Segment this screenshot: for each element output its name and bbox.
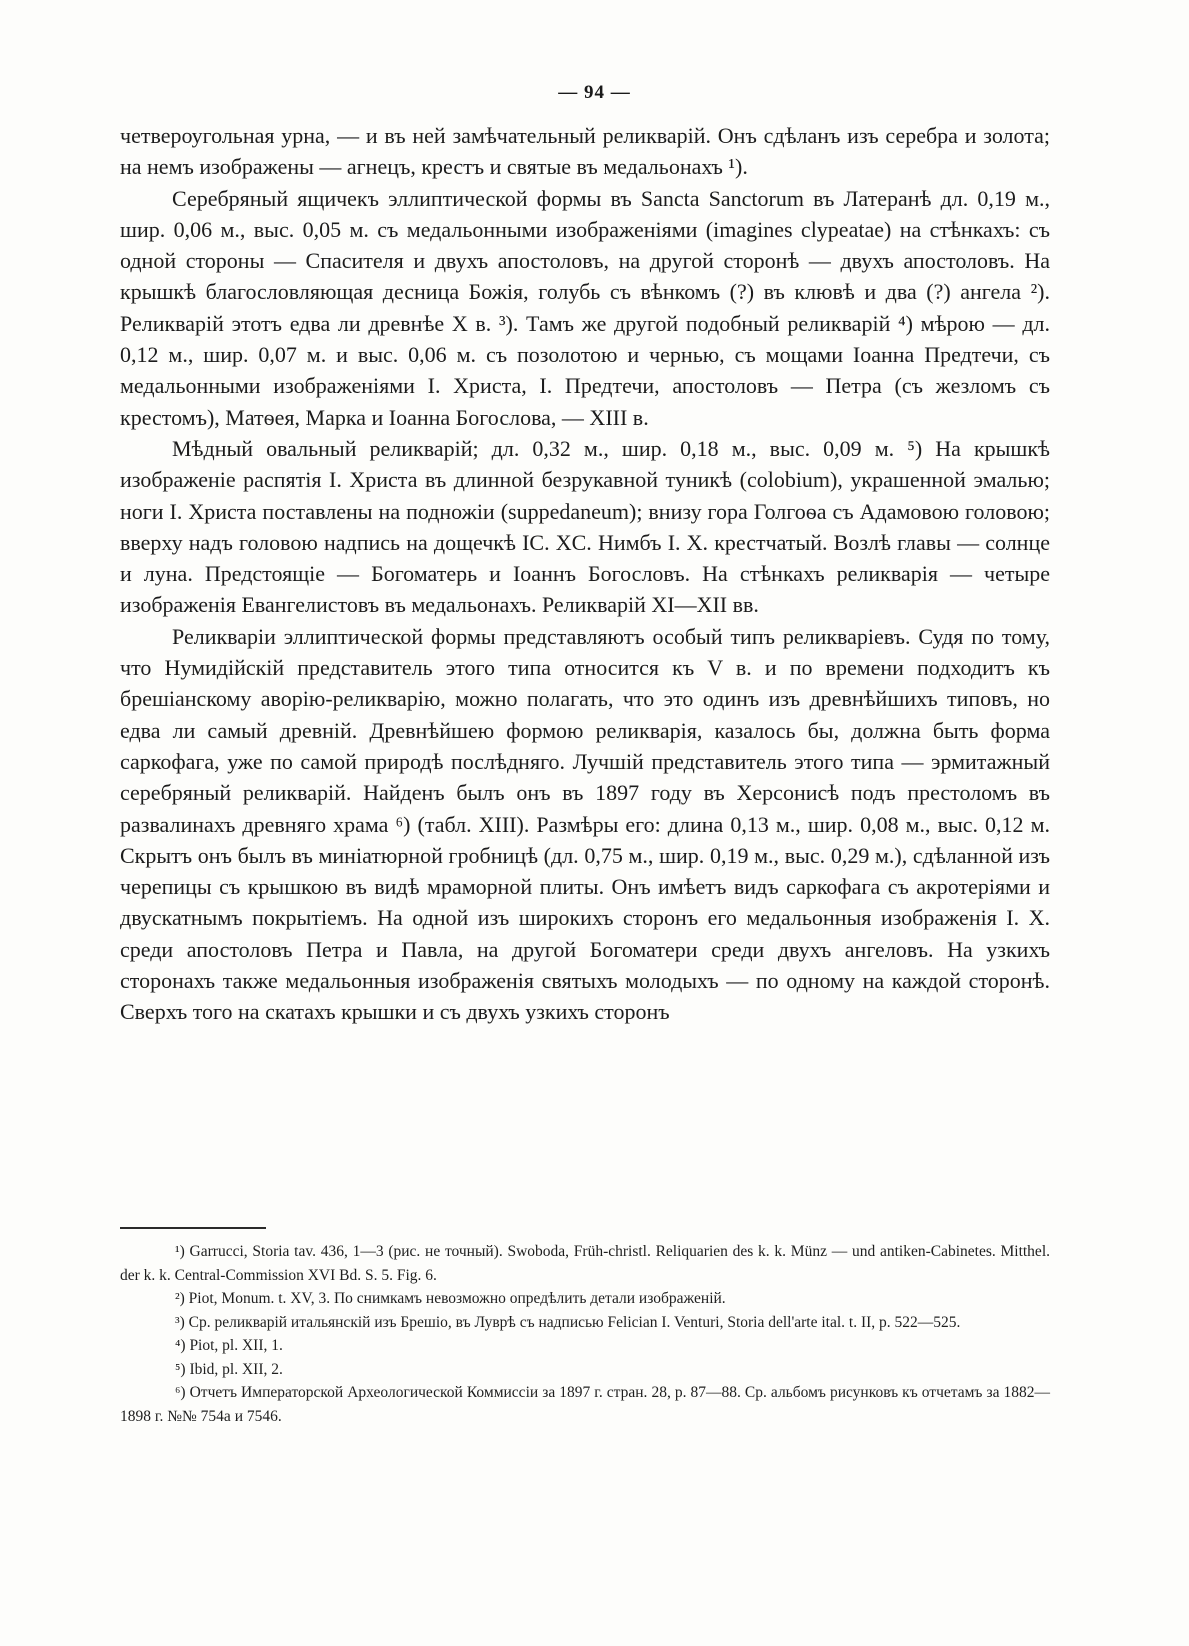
paragraph: Мѣдный овальный реликварій; дл. 0,32 м., шир. 0,18 м., выс. 0,09 м. ⁵) На крышкѣ изображеніе распятія І. Христа въ длинной безрукавной туникѣ (colobium), украшенной эмалью; ноги І. Христа поставлены на подножіи (suppedaneum); внизу гора Голгоѳа съ Адамовою головою; вверху надъ головою надпись на дощечкѣ IC. XC. Нимбъ І. Х. крестчатый. Возлѣ главы — солнце и луна. Предстоящіе — Богоматерь и Іоаннъ Богословъ. На стѣнкахъ реликварія — четыре изображенія Евангелистовъ въ медальонахъ. Реликварій XI—XII вв. [120, 435, 1050, 618]
footnote-divider [120, 1227, 266, 1229]
footnote: ⁴) Piot, pl. XII, 1. [175, 1337, 283, 1354]
main-text [120, 120, 1050, 1028]
footnote: ¹) Garrucci, Storia tav. 436, 1—3 (рис. не точный). Swoboda, Früh-christl. Reliquarien des k. k. Münz — und antiken-Cabinetes. Mitthel. der k. k. Central-Commission XVI Bd. S. 5. Fig. 6. [120, 1243, 1050, 1284]
page-number: — 94 — [558, 82, 631, 103]
footnotes [120, 1240, 1050, 1428]
footnote: ³) Ср. реликварій итальянскій изъ Брешіо, въ Луврѣ съ надписью Felician I. Venturi, Storia dell'arte ital. t. II, p. 522—525. [175, 1313, 961, 1331]
paragraph: четвероугольная урна, — и въ ней замѣчательный реликварій. Онъ сдѣланъ изъ серебра и золота; на немъ изображены — агнецъ, крестъ и святые въ медальонахъ ¹). [120, 123, 1050, 180]
footnote: ²) Piot, Monum. t. XV, 3. По снимкамъ невозможно опредѣлить детали изображеній. [175, 1290, 726, 1307]
paragraph: Серебряный ящичекъ эллиптической формы въ Sancta Sanctorum въ Латеранѣ дл. 0,19 м., шир. 0,06 м., выс. 0,05 м. съ медальонными изображеніями (imagines clypeatae) на стѣнкахъ: съ одной стороны — Спасителя и двухъ апостоловъ, на другой сторонѣ — двухъ апостоловъ. На крышкѣ благословляющая десница Божія, голубь съ вѣнкомъ (?) въ клювѣ и два (?) ангела ²). Реликварій этотъ едва ли древнѣе X в. ³). Тамъ же другой подобный реликварій ⁴) мѣрою — дл. 0,12 м., шир. 0,07 м. и выс. 0,06 м. съ позолотою и чернью, съ мощами Іоанна Предтечи, съ медальонными изображеніями І. Христа, І. Предтечи, апостоловъ — Петра (съ жезломъ съ крестомъ), Матѳея, Марка и Іоанна Богослова, — XIII в. [120, 185, 1050, 430]
footnote: ⁵) Ibid, pl. XII, 2. [175, 1360, 283, 1378]
footnote: ⁶) Отчетъ Императорской Археологической Коммиссіи за 1897 г. стран. 28, р. 87—88. Ср. альбомъ рисунковъ къ отчетамъ за 1882—1898 г. №№ 754а и 7546. [120, 1384, 1050, 1425]
paragraph: Реликваріи эллиптической формы представляютъ особый типъ реликваріевъ. Судя по тому, что Нумидійскій представитель этого типа относится къ V в. и по времени подходитъ къ брешіанскому аворію-реликварію, можно полагать, что это одинъ изъ древнѣйшихъ типовъ, но едва ли самый древній. Древнѣйшею формою реликварія, казалось бы, должна быть форма саркофага, уже по самой природѣ послѣдняго. Лучшій представитель этого типа — эрмитажный серебряный реликварій. Найденъ былъ онъ въ 1897 году въ Херсонисѣ подъ престоломъ въ развалинахъ древняго храма ⁶) (табл. XIII). Размѣры его: длина 0,13 м., шир. 0,08 м., выс. 0,12 м. Скрытъ онъ былъ въ миніатюрной гробницѣ (дл. 0,75 м., шир. 0,19 м., выс. 0,29 м.), сдѣланной изъ черепицы съ крышкою въ видѣ мраморной плиты. Онъ имѣетъ видъ саркофага съ акротеріями и двускатнымъ покрытіемъ. На одной изъ широкихъ сторонъ его медальонныя изображенія І. Х. среди апостоловъ Петра и Павла, на другой Богоматери среди двухъ ангеловъ. На узкихъ сторонахъ также медальонныя изображенія святыхъ молодыхъ — по одному на каждой сторонѣ. Сверхъ того на скатахъ крышки и съ двухъ узкихъ сторонъ [120, 623, 1050, 1025]
